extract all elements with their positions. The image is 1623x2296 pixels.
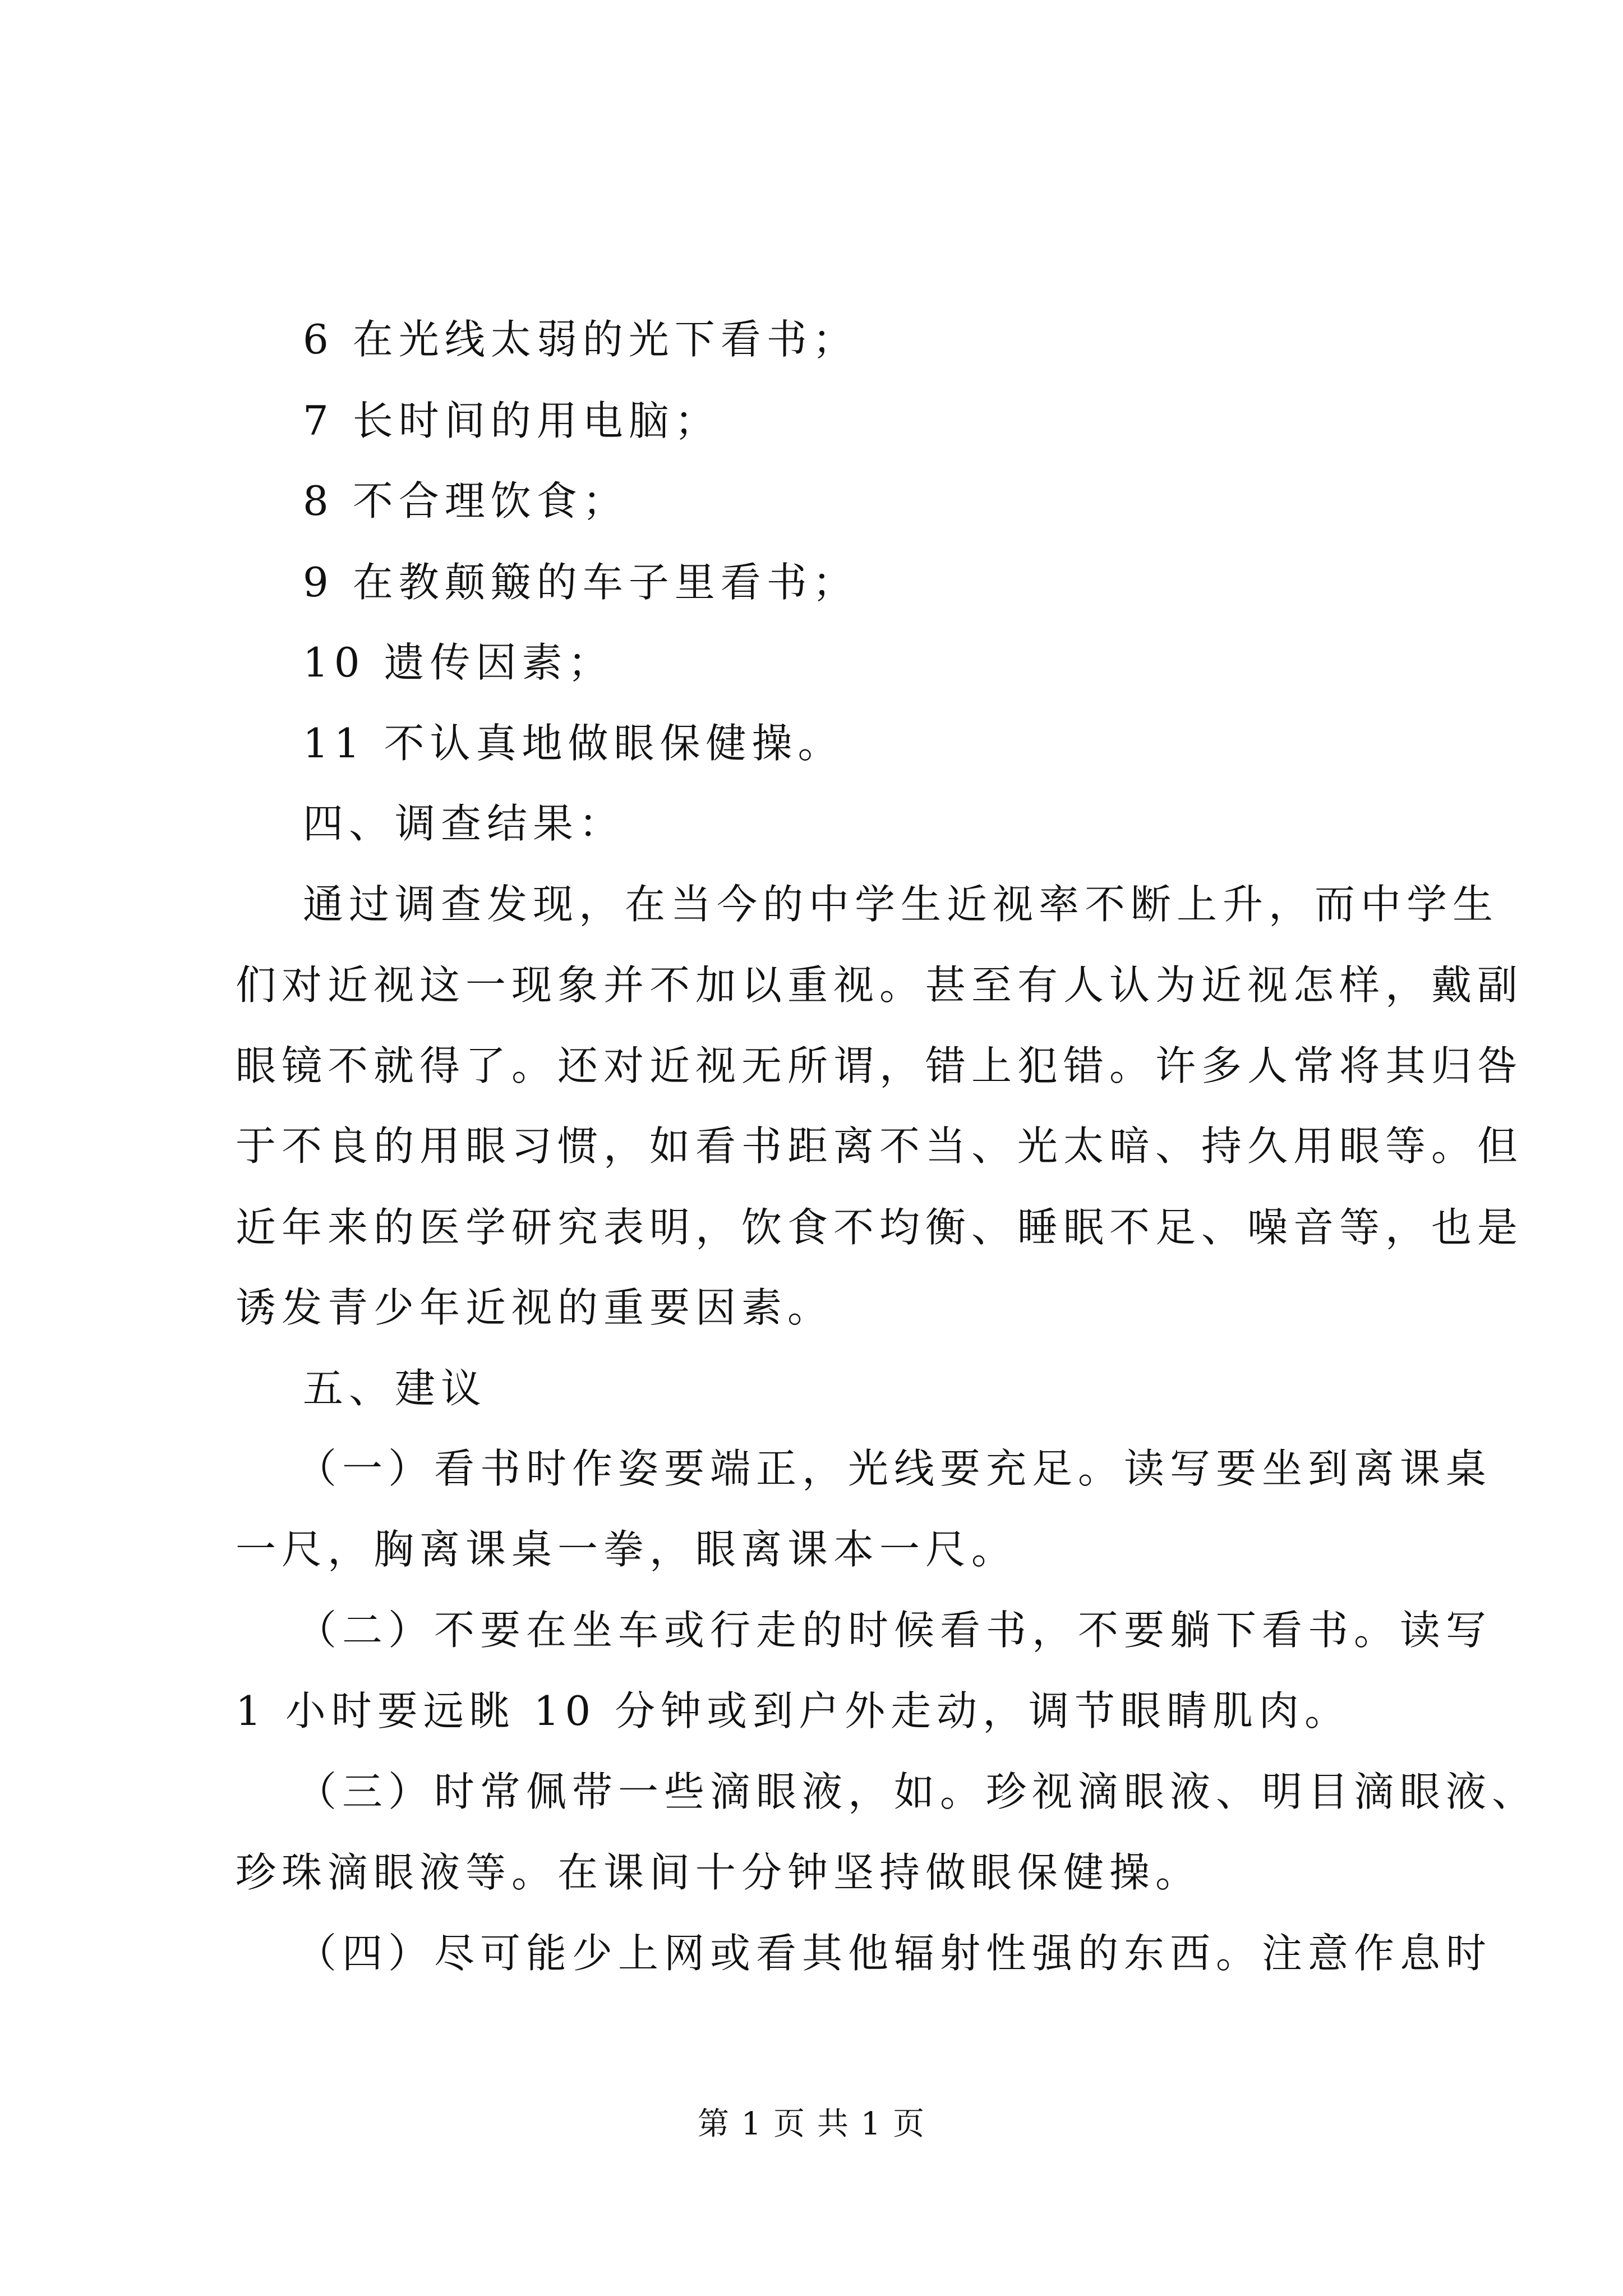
paragraph-line: 一尺，胸离课桌一拳，眼离课本一尺。 <box>236 1526 1018 1573</box>
paragraph-line: 诱发青少年近视的重要因素。 <box>236 1284 834 1331</box>
paragraph-line: 们对近视这一现象并不加以重视。甚至有人认为近视怎样，戴副 <box>236 961 1524 1009</box>
list-item: 7 长时间的用电脑； <box>303 397 721 444</box>
section-heading: 四、调查结果： <box>303 800 625 847</box>
list-item: 10 遗传因素； <box>303 639 614 686</box>
paragraph-line: 通过调查发现，在当今的中学生近视率不断上升，而中学生 <box>303 881 1499 928</box>
paragraph-line: （三）时常佩带一些滴眼液，如。珍视滴眼液、明目滴眼液、 <box>296 1768 1538 1815</box>
paragraph-line: 1 小时要远眺 10 分钟或到户外走动，调节眼睛肌肉。 <box>236 1687 1351 1734</box>
page-footer: 第 1 页 共 1 页 <box>697 2106 926 2142</box>
list-item: 9 在教颠簸的车子里看书； <box>303 559 859 606</box>
paragraph-line: 眼镜不就得了。还对近视无所谓，错上犯错。许多人常将其归咎 <box>236 1042 1524 1089</box>
list-item: 11 不认真地做眼保健操。 <box>303 720 844 767</box>
list-item: 8 不合理饮食； <box>303 477 629 524</box>
list-item: 6 在光线太弱的光下看书； <box>303 316 859 363</box>
paragraph-line: 近年来的医学研究表明，饮食不均衡、睡眠不足、噪音等，也是 <box>236 1204 1524 1251</box>
paragraph-line: （四）尽可能少上网或看其他辐射性强的东西。注意作息时 <box>296 1930 1492 1977</box>
paragraph-line: （二）不要在坐车或行走的时候看书，不要躺下看书。读写 <box>296 1607 1492 1654</box>
paragraph-line: 于不良的用眼习惯，如看书距离不当、光太暗、持久用眼等。但 <box>236 1122 1524 1170</box>
paragraph-line: 珍珠滴眼液等。在课间十分钟坚持做眼保健操。 <box>236 1849 1202 1896</box>
paragraph-line: （一）看书时作姿要端正，光线要充足。读写要坐到离课桌 <box>296 1445 1492 1492</box>
section-heading: 五、建议 <box>303 1365 487 1412</box>
